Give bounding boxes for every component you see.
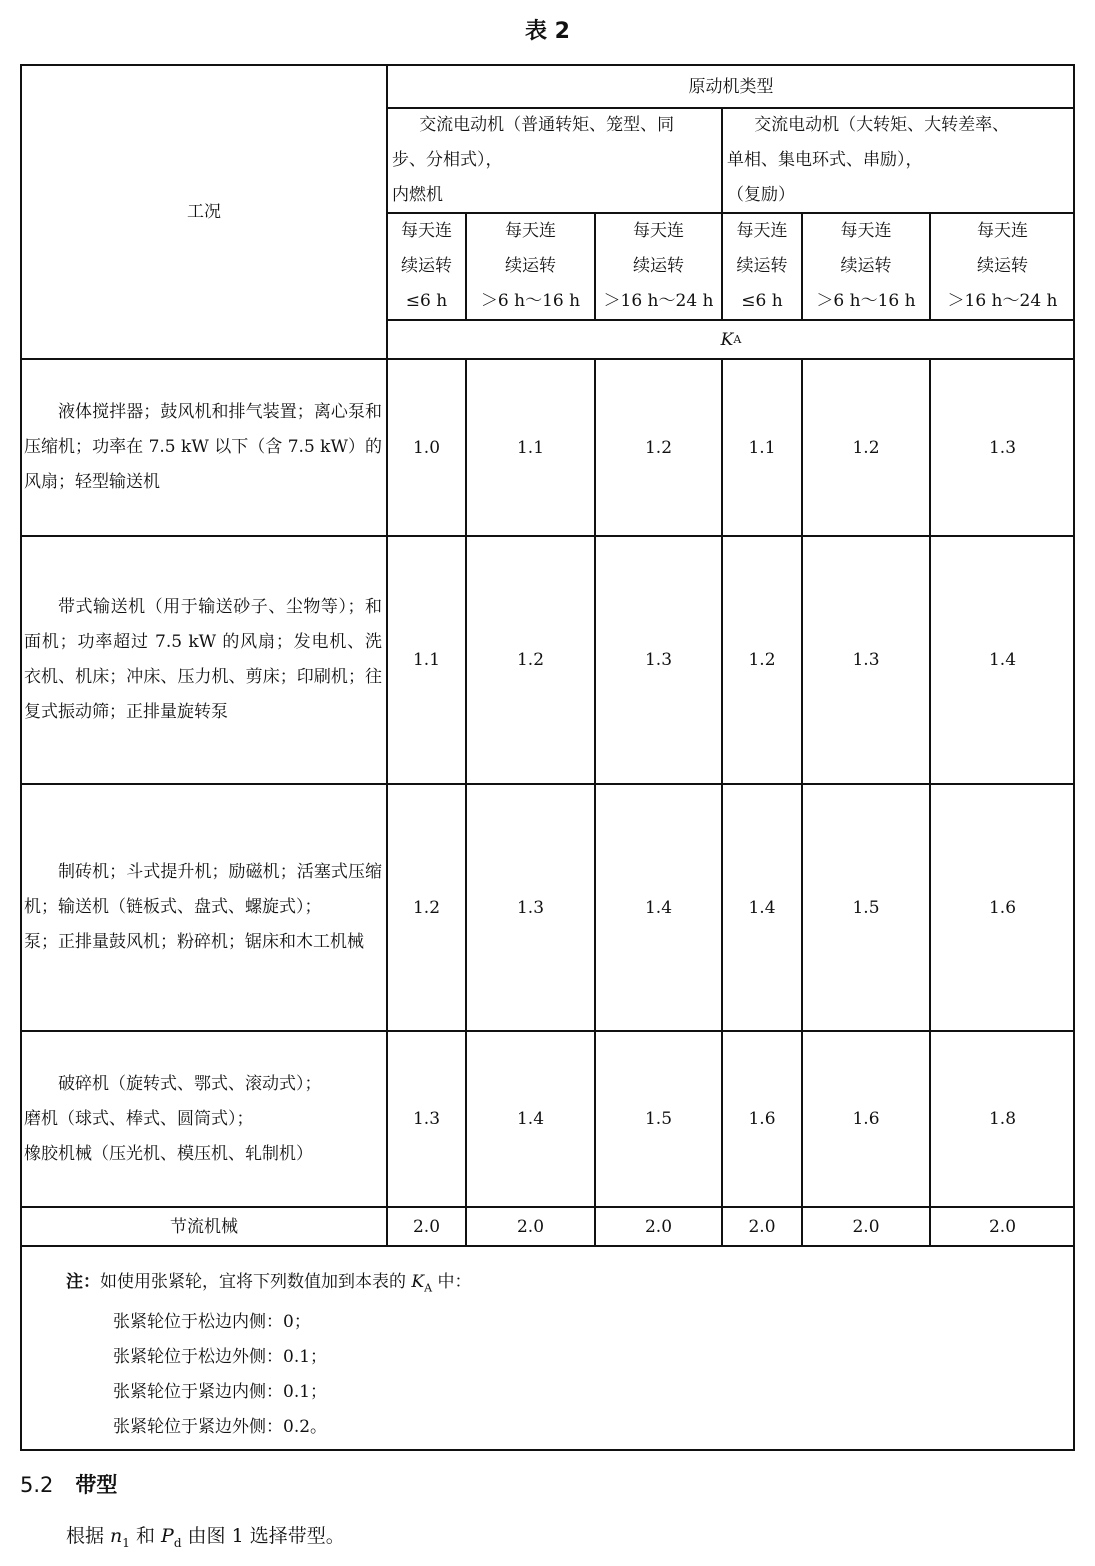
duration-line: 每天连 [736, 220, 788, 241]
para-text: 和 [129, 1525, 162, 1547]
duration-line: 续运转 [505, 255, 556, 276]
n-subscript: 1 [122, 1535, 130, 1550]
p-symbol: P [161, 1525, 174, 1547]
duration-line: 每天连 [505, 220, 556, 241]
note-intro-text: 如使用张紧轮，宜将下列数值加到本表的 [100, 1272, 412, 1292]
duration-line: 每天连 [633, 220, 684, 241]
note-item: 张紧轮位于紧边外侧：0.2。 [113, 1417, 328, 1438]
duration-line: 每天连 [401, 220, 452, 241]
duration-header [931, 213, 1074, 319]
ka-value: 1.2 [516, 650, 545, 670]
condition-text: 制砖机；斗式提升机；励磁机；活塞式压缩机；输送机（链板式、盘式、螺旋式）； [24, 862, 382, 917]
duration-line: ＞6 h～16 h [480, 290, 581, 311]
ka-value: 1.3 [988, 437, 1017, 458]
duration-line: 续运转 [840, 255, 892, 276]
group-a-header [388, 108, 721, 212]
duration-line: 续运转 [633, 255, 684, 276]
group-b-line: （复励） [727, 185, 795, 205]
group-a-line: 交流电动机（普通转矩、笼型、同 [419, 115, 675, 135]
condition-text: 带式输送机（用于输送砂子、尘物等）；和面机；功率超过 7.5 kW 的风扇；发电机、洗衣机、机床；冲床、压力机、剪床；印刷机；往复式振动筛；正排量旋转泵 [24, 597, 382, 722]
duration-line: 续运转 [736, 255, 788, 276]
duration-header [596, 213, 721, 319]
note-label: 注： [66, 1272, 100, 1292]
ka-value: 1.2 [852, 437, 880, 458]
ka-value: 1.5 [644, 1109, 673, 1129]
ka-value: 2.0 [412, 1216, 441, 1237]
ka-value: 1.8 [988, 1109, 1017, 1129]
group-b-line: 单相、集电环式、串励）， [727, 150, 923, 170]
condition-text: 泵；正排量鼓风机；粉碎机；锯床和木工机械 [24, 932, 364, 952]
condition-text: 破碎机（旋转式、鄂式、滚动式）； [58, 1073, 322, 1094]
note-item: 张紧轮位于松边内侧：0； [113, 1312, 311, 1333]
note-intro [66, 1265, 471, 1305]
ka-value: 1.4 [516, 1109, 545, 1129]
p-subscript: d [173, 1535, 182, 1550]
hline [21, 1245, 1074, 1247]
ka-value: 1.4 [644, 897, 673, 918]
ka-value: 1.1 [748, 437, 776, 458]
ka-value: 1.0 [412, 437, 441, 458]
ka-value: 2.0 [988, 1216, 1017, 1237]
note-item: 张紧轮位于紧边内侧：0.1； [113, 1382, 328, 1403]
ka-value: 1.3 [412, 1109, 441, 1129]
condition-header [22, 66, 386, 358]
para-text: 由图 1 选择带型。 [181, 1525, 345, 1547]
duration-line: ≤6 h [405, 290, 448, 311]
condition-text: 橡胶机械（压光机、模压机、轧制机） [24, 1143, 313, 1164]
body-paragraph [66, 1516, 345, 1563]
condition-cell [22, 1208, 386, 1245]
ka-value: 1.5 [852, 897, 880, 918]
para-text: 根据 [66, 1525, 111, 1547]
duration-header [467, 213, 594, 319]
duration-line: 续运转 [401, 255, 452, 276]
duration-line: ＞6 h～16 h [816, 290, 916, 311]
prime-mover-header-label: 原动机类型 [688, 76, 774, 97]
ka-value: 1.3 [852, 650, 880, 670]
condition-header-label: 工况 [187, 202, 221, 222]
note-intro-end: 中： [432, 1272, 472, 1292]
duration-header [388, 213, 465, 319]
group-b-header [723, 108, 1074, 212]
section-number: 5.2 [20, 1473, 54, 1497]
ka-value: 1.1 [516, 437, 545, 458]
ka-value: 1.6 [988, 897, 1017, 918]
duration-line: 每天连 [977, 220, 1028, 241]
duration-line: ＞16 h～24 h [603, 290, 714, 311]
ka-value: 1.4 [988, 650, 1017, 670]
section-title: 带型 [75, 1473, 118, 1497]
ka-symbol: K [720, 329, 734, 350]
ka-value: 1.6 [852, 1109, 880, 1129]
note-item: 张紧轮位于松边外侧：0.1； [113, 1347, 328, 1368]
duration-header [723, 213, 801, 319]
ka-value: 1.2 [748, 650, 776, 670]
condition-cell [24, 785, 382, 1030]
ka-value: 2.0 [516, 1216, 545, 1237]
note-ka-subscript: A [424, 1281, 433, 1295]
condition-cell [24, 360, 382, 535]
ka-value: 2.0 [852, 1216, 880, 1237]
ka-value: 1.3 [644, 650, 673, 670]
group-a-line: 步、分相式）， [392, 150, 503, 170]
prime-mover-header [388, 66, 1074, 107]
duration-header [803, 213, 929, 319]
ka-value: 2.0 [748, 1216, 776, 1237]
ka-value: 1.6 [748, 1109, 776, 1129]
ka-subscript: A [733, 332, 742, 346]
duration-line: ＞16 h～24 h [947, 290, 1058, 311]
ka-value: 1.2 [644, 437, 673, 458]
table-note [66, 1265, 471, 1445]
ka-value: 1.3 [516, 897, 545, 918]
condition-cell [24, 1032, 382, 1206]
condition-text: 磨机（球式、棒式、圆筒式）； [24, 1108, 254, 1129]
condition-cell [24, 537, 382, 783]
group-b-line: 交流电动机（大转矩、大转差率、 [754, 115, 1010, 135]
n-symbol: n [110, 1525, 123, 1547]
condition-text: 节流机械 [170, 1216, 238, 1237]
ka-value: 2.0 [644, 1216, 673, 1237]
condition-text: 液体搅拌器；鼓风机和排气装置；离心泵和压缩机；功率在 7.5 kW 以下（含 7.5 kW）的风扇；轻型输送机 [24, 402, 382, 492]
ka-header [388, 321, 1074, 358]
duration-line: ≤6 h [741, 290, 783, 311]
ka-value: 1.2 [412, 897, 441, 918]
ka-value: 1.1 [412, 650, 441, 670]
table-title: 表 2 [525, 19, 570, 44]
duration-line: 续运转 [977, 255, 1028, 276]
group-a-line: 内燃机 [392, 185, 443, 205]
section-heading [20, 1465, 117, 1505]
duration-line: 每天连 [840, 220, 892, 241]
ka-value: 1.4 [748, 897, 776, 918]
note-ka-symbol: K [411, 1272, 425, 1292]
